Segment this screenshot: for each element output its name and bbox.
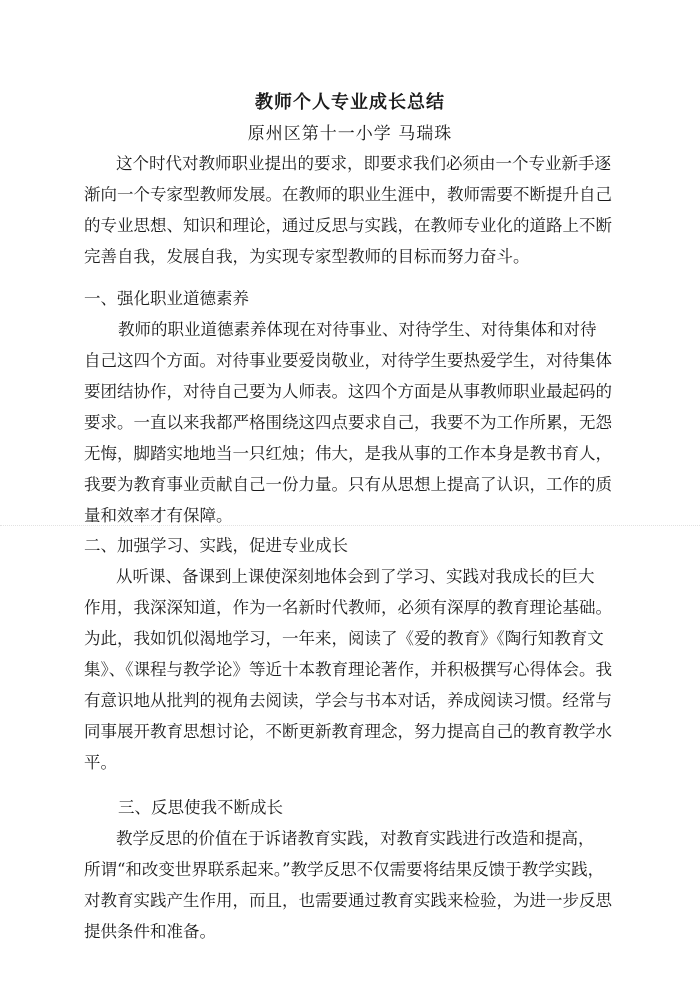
section-line: 教学反思的价值在于诉诸教育实践，对教育实践进行改造和提高，: [116, 829, 595, 848]
intro-line: 这个时代对教师职业提出的要求，即要求我们必须由一个专业新手逐: [116, 154, 611, 173]
section-heading: 一、强化职业道德素养: [84, 289, 249, 308]
section-line: 要求。一直以来我都严格围绕这四点要求自己，我要不为工作所累，无怨: [84, 413, 612, 432]
intro-line: 完善自我，发展自我，为实现专家型教师的目标而努力奋斗。: [84, 247, 530, 266]
section-line: 作用，我深深知道，作为一名新时代教师，必须有深厚的教育理论基础。: [84, 598, 612, 617]
section-line: 为此，我如饥似渴地学习，一年来，阅读了《爱的教育》《陶行知教育文: [84, 629, 604, 648]
section-line: 要团结协作，对待自己要为人师表。这四个方面是从事教师职业最起码的: [84, 382, 612, 401]
section-line: 教师的职业道德素养体现在对待事业、对待学生、对待集体和对待: [118, 320, 597, 339]
intro-line: 的专业思想、知识和理论，通过反思与实践，在教师专业化的道路上不断: [84, 216, 612, 235]
section-line: 自己这四个方面。对待事业要爱岗敬业，对待学生要热爱学生，对待集体: [84, 351, 612, 370]
section-line: 平。: [84, 753, 117, 772]
section-line: 集》、《课程与教学论》等近十本教育理论著作，并积极撰写心得体会。我: [84, 660, 612, 679]
section-line: 我要为教育事业贡献自己一份力量。只有从思想上提高了认识，工作的质: [84, 475, 612, 494]
section-heading: 二、加强学习、实践，促进专业成长: [84, 536, 348, 555]
doc-author-line: 原州区第十一小学 马瑞珠: [247, 124, 453, 144]
section-line: 同事展开教育思想讨论，不断更新教育理念，努力提高自己的教育教学水: [84, 722, 612, 741]
section-line: 无悔，脚踏实地地当一只红烛；伟大，是我从事的工作本身是教书育人，: [84, 444, 612, 463]
intro-line: 渐向一个专家型教师发展。在教师的职业生涯中，教师需要不断提升自己: [84, 185, 612, 204]
section-line: 对教育实践产生作用，而且，也需要通过教育实践来检验，为进一步反思: [84, 891, 612, 910]
section-line: 量和效率才有保障。: [84, 506, 233, 525]
section-line: 从听课、备课到上课使深刻地体会到了学习、实践对我成长的巨大: [116, 567, 595, 586]
section-line: 所谓“和改变世界联系起来。”教学反思不仅需要将结果反馈于教学实践，: [84, 860, 605, 879]
scan-divider: [0, 525, 700, 526]
section-line: 有意识地从批判的视角去阅读，学会与书本对话，养成阅读习惯。经常与: [84, 691, 612, 710]
section-heading: 三、反思使我不断成长: [118, 798, 283, 817]
section-line: 提供条件和准备。: [84, 922, 216, 941]
doc-title: 教师个人专业成长总结: [255, 92, 445, 113]
